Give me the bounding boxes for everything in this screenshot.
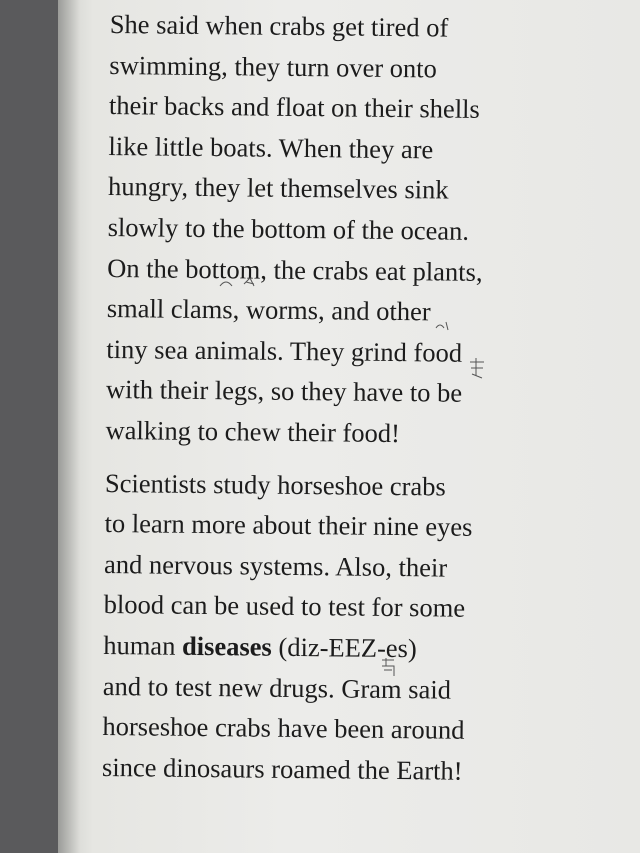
text-line: Scientists study horseshoe crabs bbox=[104, 467, 446, 502]
text-line: horseshoe crabs have been around bbox=[102, 711, 465, 745]
handwritten-annotation bbox=[378, 656, 400, 680]
text-line: swimming, they turn over onto bbox=[109, 49, 438, 84]
text-line: to learn more about their nine eyes bbox=[104, 508, 473, 542]
text-fragment: human bbox=[103, 629, 183, 661]
text-line: slowly to the bottom of the ocean. bbox=[107, 211, 470, 246]
text-line: with their legs, so they have to be bbox=[105, 374, 463, 409]
text-line: like little boats. When they are bbox=[108, 130, 434, 165]
handwritten-annotation bbox=[466, 356, 490, 382]
text-line-diseases bbox=[103, 625, 623, 671]
text-line: since dinosaurs roamed the Earth! bbox=[101, 751, 463, 786]
page-text bbox=[102, 4, 630, 803]
text-line: walking to chew their food! bbox=[105, 414, 401, 448]
text-line: their backs and float on their shells bbox=[108, 90, 480, 125]
handwritten-annotation bbox=[216, 272, 276, 312]
text-line: hungry, they let themselves sink bbox=[107, 171, 449, 205]
text-line: blood can be used to test for some bbox=[103, 589, 466, 624]
text-line: and to test new drugs. Gram said bbox=[102, 670, 452, 705]
text-line: She said when crabs get tired of bbox=[109, 8, 449, 43]
text-line: tiny sea animals. They grind food bbox=[106, 333, 463, 368]
pronunciation-guide: (diz-EEZ-es) bbox=[271, 631, 417, 664]
text-line: and nervous systems. Also, their bbox=[103, 548, 448, 583]
book-page bbox=[58, 0, 640, 853]
page-fold-shadow bbox=[58, 0, 80, 853]
glossary-term-diseases: diseases bbox=[181, 630, 273, 662]
paragraph-scientists bbox=[102, 463, 625, 793]
paragraph-crab-behavior bbox=[105, 4, 630, 456]
text-line: On the bottom, the crabs eat plants, bbox=[107, 252, 483, 287]
handwritten-annotation bbox=[432, 318, 456, 336]
text-line: small clams, worms, and other bbox=[106, 293, 431, 327]
